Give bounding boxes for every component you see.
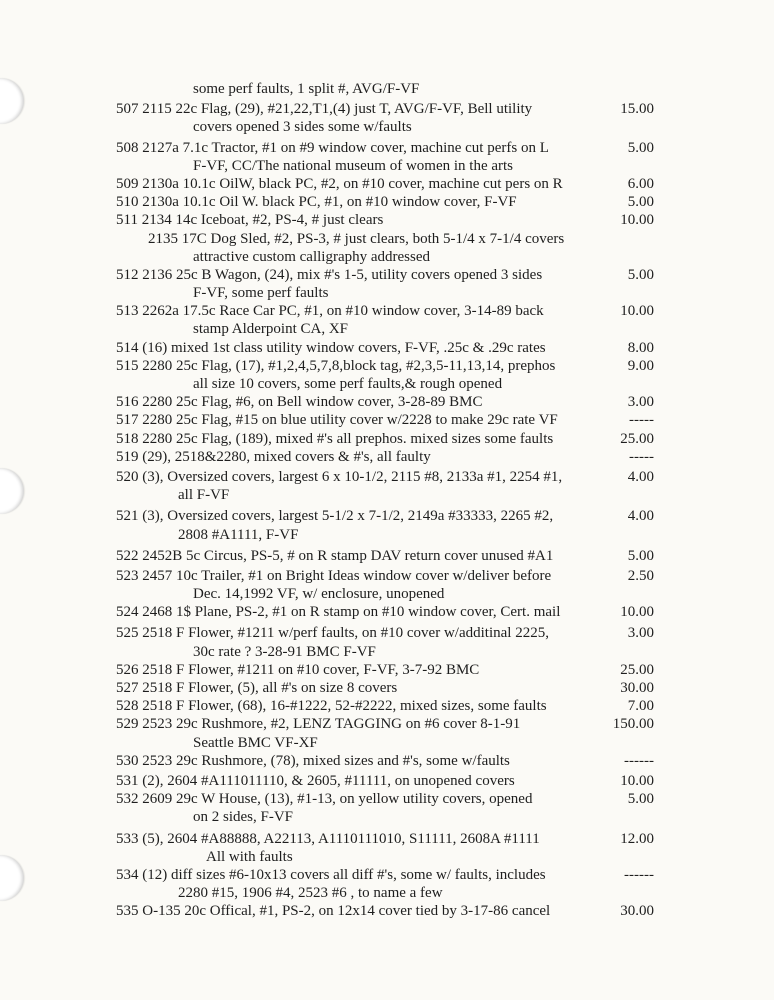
lot-description: stamp Alderpoint CA, XF	[193, 321, 349, 338]
lot-description: Dec. 14,1992 VF, w/ enclosure, unopened	[193, 586, 445, 603]
lot-price: 5.00	[627, 791, 654, 808]
lot-description: 510 2130a 10.1c Oil W. black PC, #1, on #10 window cover, F-VF	[116, 194, 517, 211]
lot-entry	[0, 339, 774, 357]
lot-entry	[0, 175, 774, 193]
lot-description: 2280 #15, 1906 #4, 2523 #6 , to name a few	[178, 885, 443, 902]
lot-description: F-VF, CC/The national museum of women in the arts	[193, 157, 514, 174]
lot-description: 533 (5), 2604 #A88888, A22113, A1110111010, S11111, 2608A #1111	[116, 830, 540, 847]
lot-price: 150.00	[612, 716, 654, 733]
lot-description: all size 10 covers, some perf faults,& rough opened	[193, 376, 503, 392]
lot-description: 512 2136 25c B Wagon, (24), mix #'s 1-5, utility covers opened 3 sides	[116, 266, 543, 283]
lot-entry	[0, 624, 774, 660]
lot-line	[0, 661, 774, 679]
lot-price: 5.00	[627, 194, 654, 211]
lot-entry	[0, 448, 774, 466]
lot-description: attractive custom calligraphy addressed	[193, 248, 430, 265]
lot-price: 30.00	[620, 680, 654, 696]
lot-description: 527 2518 F Flower, (5), all #'s on size 8 covers	[116, 680, 398, 696]
lot-description: F-VF, some perf faults	[193, 285, 329, 302]
lot-description: 523 2457 10c Trailer, #1 on Bright Ideas window cover w/deliver before	[116, 567, 552, 584]
lot-line	[0, 752, 774, 770]
lot-line	[0, 507, 774, 525]
lot-price: -----	[629, 448, 654, 465]
lot-line	[0, 486, 774, 504]
lot-price: 8.00	[627, 339, 654, 356]
lot-description: all F-VF	[178, 487, 230, 504]
lot-description: 534 (12) diff sizes #6-10x13 covers all diff #'s, some w/ faults, includes	[116, 866, 546, 883]
lot-line	[0, 302, 774, 320]
lot-entry	[0, 100, 774, 136]
lot-entry	[0, 567, 774, 603]
lot-price: 25.00	[620, 661, 654, 678]
lot-line	[0, 339, 774, 357]
lot-line	[0, 284, 774, 302]
lot-price: 3.00	[627, 394, 654, 411]
lot-description: 516 2280 25c Flag, #6, on Bell window cover, 3-28-89 BMC	[116, 394, 483, 411]
lot-line	[0, 157, 774, 175]
lot-line	[0, 139, 774, 157]
lot-line	[0, 526, 774, 544]
lot-description: 508 2127a 7.1c Tractor, #1 on #9 window cover, machine cut perfs on L	[116, 139, 549, 156]
lot-description: 526 2518 F Flower, #1211 on #10 cover, F-VF, 3-7-92 BMC	[116, 661, 480, 678]
lot-price: 10.00	[620, 772, 654, 789]
lot-line	[0, 624, 774, 642]
lot-line	[0, 193, 774, 211]
lot-line	[0, 211, 774, 229]
lot-line	[0, 547, 774, 565]
lot-line	[0, 830, 774, 848]
lot-description: 522 2452B 5c Circus, PS-5, # on R stamp DAV return cover unused #A1	[116, 547, 554, 564]
lot-entry	[0, 697, 774, 715]
lot-entry	[0, 679, 774, 697]
lot-entry	[0, 866, 774, 902]
lot-price: 2.50	[627, 567, 654, 584]
lot-line	[0, 375, 774, 393]
lot-line	[0, 175, 774, 193]
lot-line	[0, 884, 774, 902]
lot-entry	[0, 193, 774, 211]
lot-price: 4.00	[627, 468, 654, 485]
lot-line	[0, 100, 774, 118]
lot-description: 530 2523 29c Rushmore, (78), mixed sizes and #'s, some w/faults	[116, 752, 510, 769]
lot-price: 5.00	[627, 547, 654, 564]
lot-line	[0, 734, 774, 752]
lot-description: covers opened 3 sides some w/faults	[193, 119, 412, 136]
lot-price: ------	[624, 752, 654, 769]
lot-price: 10.00	[620, 604, 654, 621]
lot-description: All with faults	[206, 848, 293, 865]
lot-entry	[0, 603, 774, 621]
lot-description: 30c rate ? 3-28-91 BMC F-VF	[193, 643, 376, 660]
lot-line	[0, 643, 774, 661]
lot-line	[0, 80, 774, 98]
lot-entry	[0, 430, 774, 448]
lot-entry	[0, 830, 774, 866]
lot-description: 531 (2), 2604 #A111011110, & 2605, #11111, on unopened covers	[116, 772, 515, 789]
lot-line	[0, 468, 774, 486]
lot-description: 519 (29), 2518&2280, mixed covers & #'s, all faulty	[116, 448, 431, 465]
lot-description: 532 2609 29c W House, (13), #1-13, on yellow utility covers, opened	[116, 791, 533, 808]
lot-description: 513 2262a 17.5c Race Car PC, #1, on #10 window cover, 3-14-89 back	[116, 303, 544, 320]
lot-description: 2808 #A1111, F-VF	[178, 526, 299, 543]
lot-price: 30.00	[620, 903, 654, 920]
lot-description: 535 O-135 20c Offical, #1, PS-2, on 12x14 cover tied by 3-17-86 cancel	[116, 903, 551, 920]
lot-description: 514 (16) mixed 1st class utility window covers, F-VF, .25c & .29c rates	[116, 339, 546, 356]
lot-entry	[0, 507, 774, 543]
lot-entry	[0, 468, 774, 504]
lot-line	[0, 848, 774, 866]
lot-line	[0, 585, 774, 603]
lot-price: 15.00	[620, 101, 654, 118]
lot-line	[0, 448, 774, 466]
lot-price: 5.00	[627, 266, 654, 283]
lot-line	[0, 772, 774, 790]
lot-description: 511 2134 14c Iceboat, #2, PS-4, # just clears	[116, 212, 384, 229]
lot-price: 12.00	[620, 830, 654, 847]
lot-description: 524 2468 1$ Plane, PS-2, #1 on R stamp on #10 window cover, Cert. mail	[116, 604, 561, 621]
lot-entry	[0, 357, 774, 393]
lot-entry	[0, 80, 774, 98]
lot-price: ------	[624, 866, 654, 883]
lot-line	[0, 790, 774, 808]
lot-line	[0, 411, 774, 429]
lot-entry	[0, 790, 774, 826]
lot-entry	[0, 661, 774, 679]
lot-line	[0, 603, 774, 621]
lot-line	[0, 808, 774, 826]
lot-line	[0, 320, 774, 338]
lot-description: 517 2280 25c Flag, #15 on blue utility cover w/2228 to make 29c rate VF	[116, 412, 558, 429]
lot-price: 5.00	[627, 139, 654, 156]
lot-entry	[0, 772, 774, 790]
lot-line	[0, 248, 774, 266]
lot-description: 525 2518 F Flower, #1211 w/perf faults, on #10 cover w/additinal 2225,	[116, 625, 549, 642]
lot-description: 529 2523 29c Rushmore, #2, LENZ TAGGING on #6 cover 8-1-91	[116, 716, 521, 733]
lot-entry	[0, 211, 774, 266]
lot-line	[0, 266, 774, 284]
lot-description: 518 2280 25c Flag, (189), mixed #'s all prephos. mixed sizes some faults	[116, 430, 554, 447]
lot-price: 9.00	[627, 357, 654, 374]
lot-entry	[0, 547, 774, 565]
lot-description: on 2 sides, F-VF	[193, 809, 294, 826]
lot-line	[0, 230, 774, 248]
lot-price: 7.00	[627, 698, 654, 715]
lot-entry	[0, 752, 774, 770]
lot-description: 520 (3), Oversized covers, largest 6 x 10-1/2, 2115 #8, 2133a #1, 2254 #1,	[116, 468, 563, 485]
lot-line	[0, 357, 774, 375]
lot-entry	[0, 411, 774, 429]
lot-price: 3.00	[627, 625, 654, 642]
lot-description: 528 2518 F Flower, (68), 16-#1222, 52-#2222, mixed sizes, some faults	[116, 698, 547, 715]
lot-line	[0, 866, 774, 884]
lot-entry	[0, 902, 774, 920]
lot-line	[0, 118, 774, 136]
lot-price: 10.00	[620, 212, 654, 229]
lot-line	[0, 697, 774, 715]
lot-line	[0, 902, 774, 920]
lot-line	[0, 393, 774, 411]
lot-price: 25.00	[620, 430, 654, 447]
lot-line	[0, 567, 774, 585]
lot-entry	[0, 715, 774, 751]
lot-description: 521 (3), Oversized covers, largest 5-1/2 x 7-1/2, 2149a #33333, 2265 #2,	[116, 508, 554, 525]
lot-price: 4.00	[627, 508, 654, 525]
lot-price: 6.00	[627, 175, 654, 192]
lot-description: 515 2280 25c Flag, (17), #1,2,4,5,7,8,block tag, #2,3,5-11,13,14, prephos	[116, 357, 556, 374]
lot-description: 2135 17C Dog Sled, #2, PS-3, # just clears, both 5-1/4 x 7-1/4 covers	[148, 230, 565, 247]
lot-entry	[0, 302, 774, 338]
lot-line	[0, 715, 774, 733]
lot-line	[0, 679, 774, 697]
lot-entry	[0, 393, 774, 411]
lot-price: 10.00	[620, 303, 654, 320]
lot-description: Seattle BMC VF-XF	[193, 734, 318, 751]
lot-price: -----	[629, 412, 654, 429]
lot-description: 507 2115 22c Flag, (29), #21,22,T1,(4) just T, AVG/F-VF, Bell utility	[116, 101, 533, 118]
lot-description: some perf faults, 1 split #, AVG/F-VF	[193, 81, 420, 97]
lot-entry	[0, 266, 774, 302]
lot-description: 509 2130a 10.1c OilW, black PC, #2, on #10 cover, machine cut pers on R	[116, 175, 563, 192]
lot-entry	[0, 139, 774, 175]
lot-line	[0, 430, 774, 448]
lot-list	[0, 80, 774, 920]
